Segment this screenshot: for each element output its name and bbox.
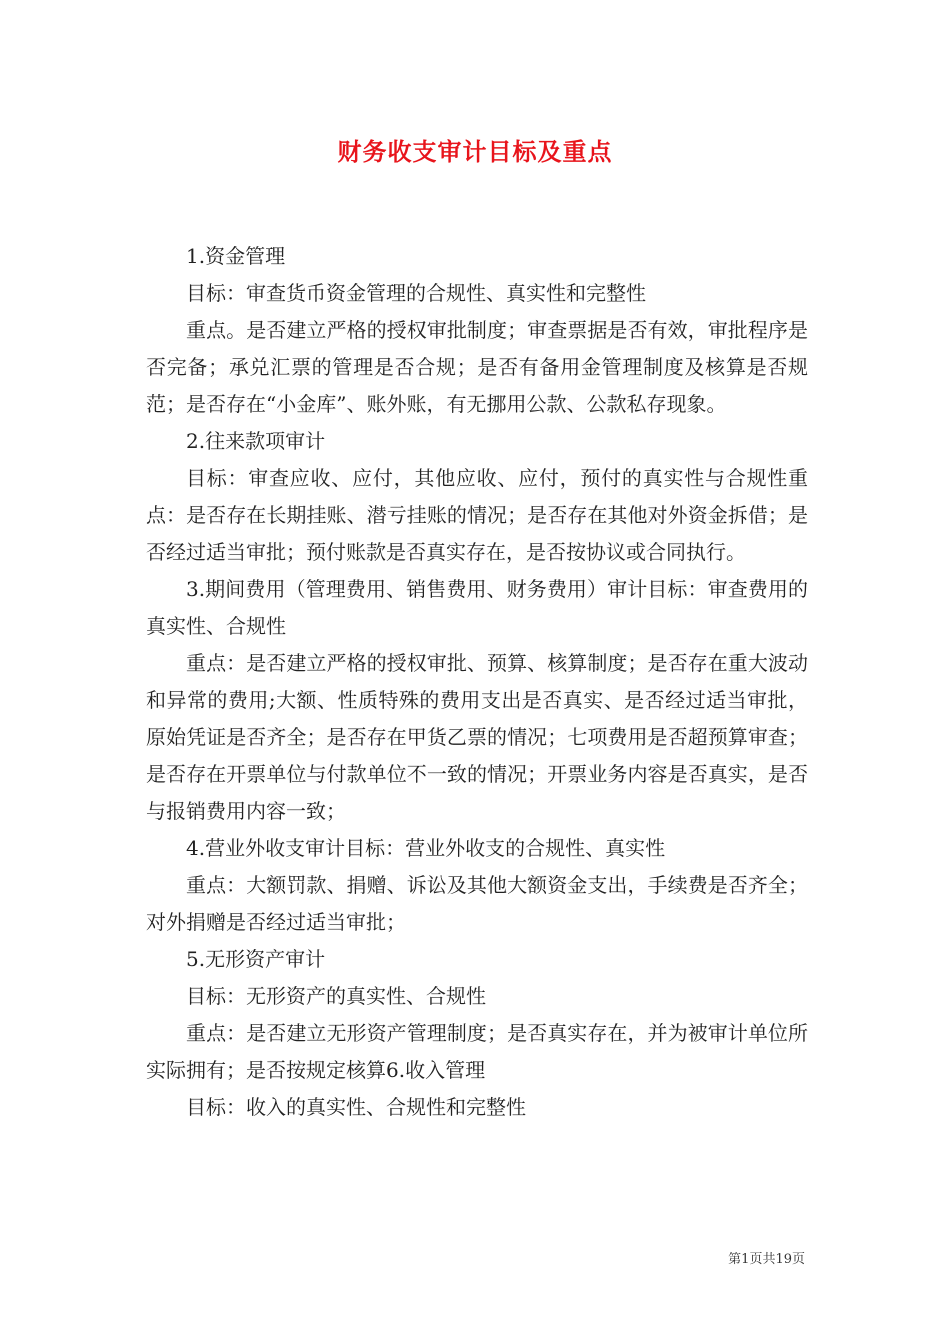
paragraph: 重点：是否建立严格的授权审批、预算、核算制度；是否存在重大波动和异常的费用;大额、性质特殊的费用支出是否真实、是否经过适当审批，原始凭证是否齐全；是否存在甲货乙票的情况；七项费用是否超预算审查；是否存在开票单位与付款单位不一致的情况；开票业务内容是否真实，是否与报销费用内容一致；	[146, 651, 808, 823]
document-title: 财务收支审计目标及重点	[337, 138, 613, 166]
paragraph: 重点：是否建立无形资产管理制度；是否真实存在，并为被审计单位所实际拥有；是否按规定核算6.收入管理	[146, 1021, 808, 1082]
paragraph: 目标：收入的真实性、合规性和完整性	[186, 1095, 526, 1119]
paragraph: 重点。是否建立严格的授权审批制度；审查票据是否有效，审批程序是否完备；承兑汇票的管理是否合规；是否有备用金管理制度及核算是否规范；是否存在“小金库”、账外账，有无挪用公款、公款私存现象。	[146, 318, 808, 416]
paragraph: 5.无形资产审计	[186, 947, 326, 971]
paragraph: 4.营业外收支审计目标：营业外收支的合规性、真实性	[186, 836, 666, 860]
page-number: 第1页共19页	[728, 1252, 805, 1267]
document-body	[146, 238, 808, 1126]
paragraph: 3.期间费用（管理费用、销售费用、财务费用）审计目标：审查费用的真实性、合规性	[146, 577, 808, 638]
paragraph: 目标：审查货币资金管理的合规性、真实性和完整性	[186, 281, 646, 305]
paragraph: 重点：大额罚款、捐赠、诉讼及其他大额资金支出，手续费是否齐全；对外捐赠是否经过适当审批；	[146, 873, 808, 934]
paragraph: 目标：无形资产的真实性、合规性	[186, 984, 486, 1008]
paragraph: 2.往来款项审计	[186, 429, 326, 453]
paragraph: 1.资金管理	[186, 244, 286, 268]
paragraph: 目标：审查应收、应付，其他应收、应付，预付的真实性与合规性重点：是否存在长期挂账、潜亏挂账的情况；是否存在其他对外资金拆借；是否经过适当审批；预付账款是否真实存在，是否按协议或合同执行。	[146, 466, 808, 564]
